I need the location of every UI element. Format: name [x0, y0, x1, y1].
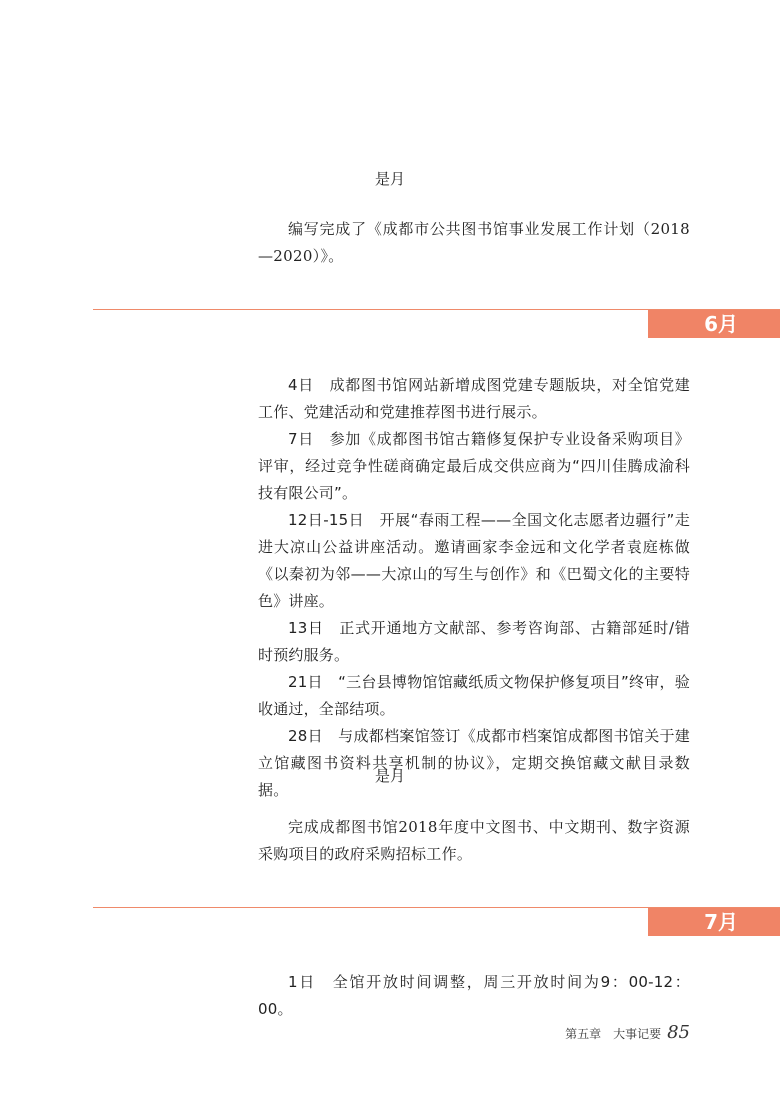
- page-number: 85: [667, 1022, 690, 1043]
- entry-june-7: 7日 参加《成都图书馆古籍修复保护专业设备采购项目》评审，经过竞争性磋商确定最后成交供应商为“四川佳腾成渝科技有限公司”。: [258, 430, 690, 502]
- entry-june-21: 21日 “三台县博物馆馆藏纸质文物保护修复项目”终审，验收通过，全部结项。: [258, 673, 690, 718]
- entry-june-12-15: 12日-15日 开展“春雨工程——全国文化志愿者边疆行”走进大凉山公益讲座活动。邀请画家李金远和文化学者袁庭栋做《以秦初为邻——大凉山的写生与创作》和《巴蜀文化的主要特色》讲座。: [258, 511, 690, 610]
- may-summary-body: [258, 216, 690, 270]
- chapter-title: 第五章 大事记要: [565, 1027, 662, 1041]
- june-summary-heading: 是月: [374, 767, 405, 785]
- paragraph: 编写完成了《成都市公共图书馆事业发展工作计划（2018—2020）》。: [258, 220, 690, 265]
- may-summary-heading: 是月: [374, 170, 405, 188]
- june-summary-body: [258, 814, 690, 868]
- entry-june-13: 13日 正式开通地方文献部、参考咨询部、古籍部延时/错时预约服务。: [258, 619, 690, 664]
- july-entries: [258, 969, 690, 1023]
- month-tab-june: 6月: [648, 310, 780, 338]
- entry-july-1: 1日 全馆开放时间调整，周三开放时间为9：00-12：00。: [258, 973, 690, 1018]
- june-entries: [258, 372, 690, 804]
- paragraph: 完成成都图书馆2018年度中文图书、中文期刊、数字资源采购项目的政府采购招标工作。: [258, 818, 690, 863]
- entry-june-28: 28日 与成都档案馆签订《成都市档案馆成都图书馆关于建立馆藏图书资料共享机制的协议》，定期交换馆藏文献目录数据。: [258, 727, 690, 799]
- month-tab-july: 7月: [648, 908, 780, 936]
- entry-june-4: 4日 成都图书馆网站新增成图党建专题版块，对全馆党建工作、党建活动和党建推荐图书进行展示。: [258, 376, 690, 421]
- page-footer: [560, 1022, 690, 1043]
